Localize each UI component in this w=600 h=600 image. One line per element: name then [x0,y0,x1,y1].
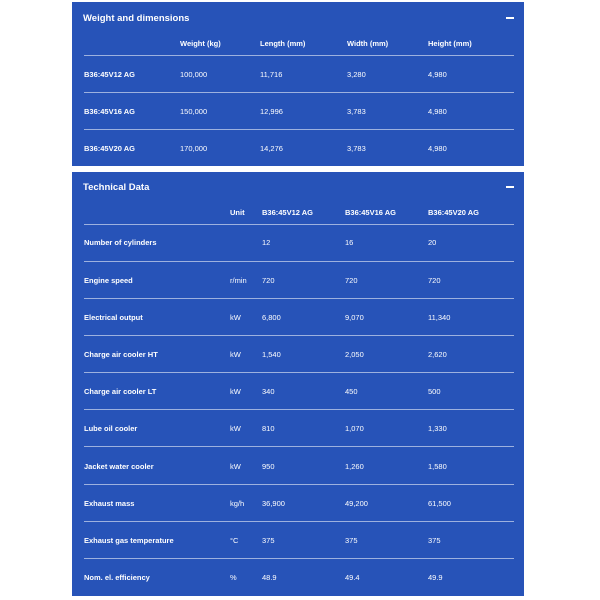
table-cell: 1,070 [345,424,364,433]
row-label: B36:45V20 AG [84,144,135,153]
row-divider [84,55,514,56]
table-cell: 3,783 [347,144,366,153]
unit-cell: % [230,573,237,582]
row-label: Lube oil cooler [84,424,138,433]
table-cell: 150,000 [180,107,208,116]
table-cell: 36,900 [262,499,285,508]
row-label: Electrical output [84,313,143,322]
table-cell: 720 [428,276,441,285]
table-cell: 1,260 [345,462,364,471]
table-cell: 6,800 [262,313,281,322]
table-cell: 810 [262,424,275,433]
table-cell: 9,070 [345,313,364,322]
unit-cell: kW [230,387,241,396]
row-divider [84,521,514,522]
row-label: Engine speed [84,276,133,285]
table-cell: 450 [345,387,358,396]
table-cell: 3,280 [347,70,366,79]
table-cell: 4,980 [428,144,447,153]
unit-cell: kg/h [230,499,245,508]
row-divider [84,298,514,299]
column-header: Height (mm) [428,39,472,48]
table-cell: 12 [262,238,271,247]
tech-panel-title: Technical Data [83,181,150,193]
table-cell: 49.9 [428,573,443,582]
unit-cell: kW [230,424,241,433]
column-header: Length (mm) [260,39,306,48]
unit-cell: r/min [230,276,247,285]
row-label: Exhaust gas temperature [84,536,174,545]
weight-panel-title: Weight and dimensions [83,12,190,24]
row-label: Number of cylinders [84,238,157,247]
table-cell: 14,276 [260,144,283,153]
table-cell: 500 [428,387,441,396]
unit-cell: kW [230,313,241,322]
table-cell: 61,500 [428,499,451,508]
row-divider [84,335,514,336]
table-cell: 12,996 [260,107,283,116]
table-cell: 1,580 [428,462,447,471]
row-label: Nom. el. efficiency [84,573,150,582]
row-divider [84,261,514,262]
table-cell: 3,783 [347,107,366,116]
table-cell: 720 [345,276,358,285]
row-divider [84,129,514,130]
table-cell: 375 [345,536,358,545]
table-cell: 49.4 [345,573,360,582]
column-header: Weight (kg) [180,39,221,48]
column-header: B36:45V12 AG [262,208,313,217]
table-cell: 1,540 [262,350,281,359]
row-label: Exhaust mass [84,499,135,508]
table-cell: 2,050 [345,350,364,359]
column-header: B36:45V20 AG [428,208,479,217]
unit-cell: °C [230,536,239,545]
row-divider [84,224,514,225]
weight-dimensions-panel [72,2,524,166]
weight-panel-header[interactable] [83,4,514,32]
table-cell: 4,980 [428,70,447,79]
row-divider [84,372,514,373]
column-header: Unit [230,208,245,217]
tech-panel-header[interactable] [83,173,514,201]
row-divider [84,409,514,410]
table-cell: 49,200 [345,499,368,508]
unit-cell: kW [230,350,241,359]
table-cell: 1,330 [428,424,447,433]
minus-icon[interactable] [506,17,514,19]
column-header: Width (mm) [347,39,389,48]
row-label: B36:45V12 AG [84,70,135,79]
row-divider [84,484,514,485]
table-cell: 20 [428,238,437,247]
row-label: Jacket water cooler [84,462,154,471]
row-label: Charge air cooler LT [84,387,157,396]
column-header: B36:45V16 AG [345,208,396,217]
table-cell: 4,980 [428,107,447,116]
table-cell: 100,000 [180,70,208,79]
table-cell: 375 [262,536,275,545]
row-label: Charge air cooler HT [84,350,158,359]
unit-cell: kW [230,462,241,471]
table-cell: 340 [262,387,275,396]
table-cell: 11,340 [428,313,451,322]
minus-icon[interactable] [506,186,514,188]
table-cell: 720 [262,276,275,285]
table-cell: 2,620 [428,350,447,359]
table-cell: 11,716 [260,70,283,79]
row-label: B36:45V16 AG [84,107,135,116]
table-cell: 950 [262,462,275,471]
technical-data-panel [72,172,524,596]
row-divider [84,92,514,93]
row-divider [84,446,514,447]
row-divider [84,558,514,559]
table-cell: 170,000 [180,144,208,153]
table-cell: 375 [428,536,441,545]
table-cell: 16 [345,238,354,247]
table-cell: 48.9 [262,573,277,582]
